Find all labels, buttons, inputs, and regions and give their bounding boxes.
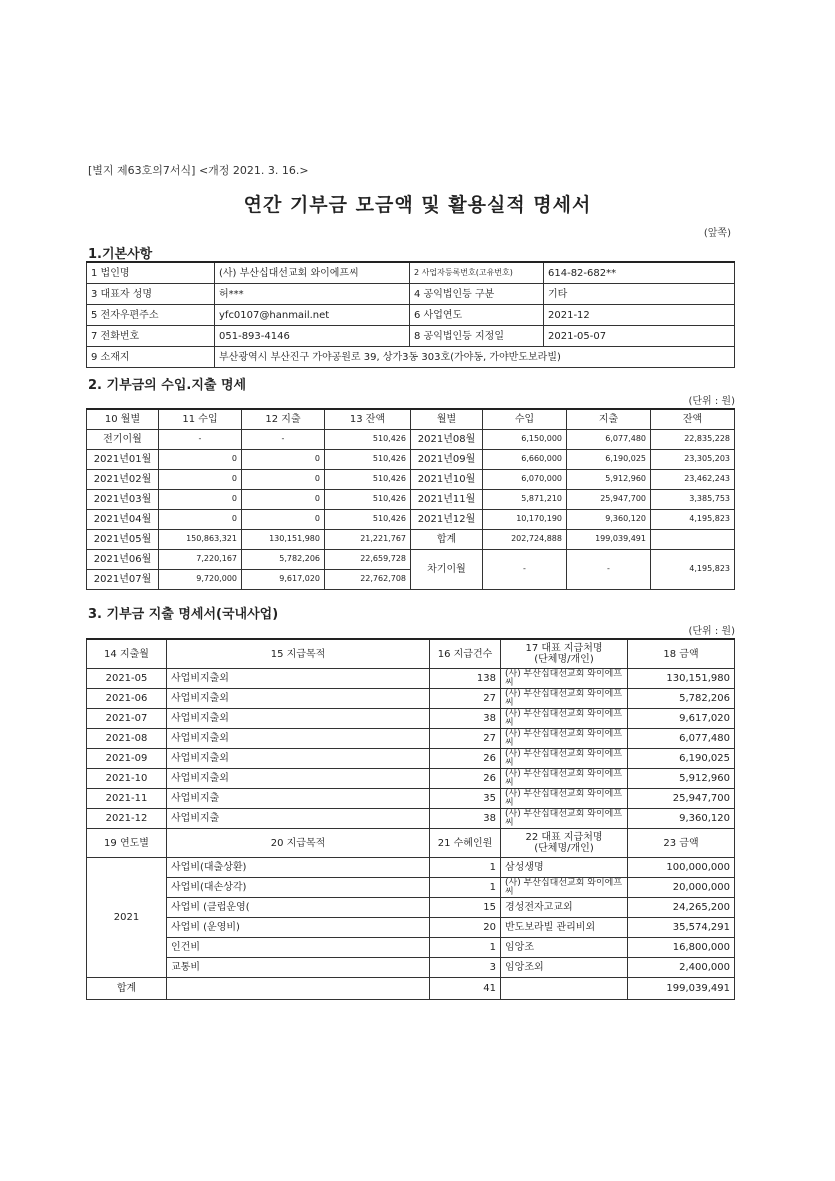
count-cell: 26 bbox=[430, 769, 501, 789]
column-header: 19 연도별 bbox=[87, 829, 167, 858]
amount-cell: 9,360,120 bbox=[628, 809, 735, 829]
income-cell: 150,863,321 bbox=[159, 530, 242, 550]
form-note: [별지 제63호의7서식] <개정 2021. 3. 16.> bbox=[88, 164, 309, 177]
column-header: 15 지급목적 bbox=[167, 639, 430, 669]
table-header-row bbox=[87, 829, 735, 858]
month-cell: 2021-06 bbox=[87, 689, 167, 709]
table-row bbox=[87, 918, 735, 938]
field-label: 2 사업자등록번호(고유번호) bbox=[410, 262, 544, 284]
table-row bbox=[87, 898, 735, 918]
expense-cell: 5,912,960 bbox=[567, 470, 651, 490]
table-row bbox=[87, 769, 735, 789]
recipient-cell: 반도보라빌 관리비외 bbox=[501, 918, 628, 938]
month-cell: 2021-07 bbox=[87, 709, 167, 729]
purpose-cell: 사업비 (운영비) bbox=[167, 918, 430, 938]
income-cell: 0 bbox=[159, 450, 242, 470]
year-cell: 2021 bbox=[87, 858, 167, 978]
count-cell: 138 bbox=[430, 669, 501, 689]
field-value: 2021-12 bbox=[544, 305, 735, 326]
purpose-cell: 사업비지출외 bbox=[167, 749, 430, 769]
table-header-row bbox=[87, 639, 735, 669]
amount-cell: 100,000,000 bbox=[628, 858, 735, 878]
month-cell: 2021년01월 bbox=[87, 450, 159, 470]
table-row bbox=[87, 450, 735, 470]
balance-cell: 510,426 bbox=[325, 470, 411, 490]
month-cell: 2021년03월 bbox=[87, 490, 159, 510]
field-value: yfc0107@hanmail.net bbox=[215, 305, 410, 326]
table-row bbox=[87, 669, 735, 689]
amount-cell: 130,151,980 bbox=[628, 669, 735, 689]
income-cell: 7,220,167 bbox=[159, 550, 242, 570]
column-header: 잔액 bbox=[651, 409, 735, 430]
total-income-cell: 202,724,888 bbox=[483, 530, 567, 550]
column-header-line1: 22 대표 지급처명 bbox=[525, 832, 603, 843]
field-label: 1 법인명 bbox=[87, 262, 215, 284]
income-cell: 6,070,000 bbox=[483, 470, 567, 490]
field-label: 8 공익법인등 지정일 bbox=[410, 326, 544, 347]
income-cell: - bbox=[159, 430, 242, 450]
section3-heading: 3. 기부금 지출 명세서(국내사업) bbox=[88, 607, 279, 622]
field-label: 6 사업연도 bbox=[410, 305, 544, 326]
recipient-cell: (사) 부산십대선교회 와이에프씨 bbox=[501, 809, 628, 829]
table-row bbox=[87, 878, 735, 898]
expense-cell: 0 bbox=[242, 470, 325, 490]
carryover-balance-cell: 4,195,823 bbox=[651, 550, 735, 590]
carryover-label-cell: 차기이월 bbox=[411, 550, 483, 590]
field-label: 7 전화번호 bbox=[87, 326, 215, 347]
carryover-income-cell: - bbox=[483, 550, 567, 590]
balance-cell: 22,659,728 bbox=[325, 550, 411, 570]
purpose-cell: 교통비 bbox=[167, 958, 430, 978]
recipient-cell: (사) 부산십대선교회 와이에프씨 bbox=[501, 729, 628, 749]
amount-cell: 35,574,291 bbox=[628, 918, 735, 938]
field-label: 4 공익법인등 구분 bbox=[410, 284, 544, 305]
beneficiary-count-cell: 15 bbox=[430, 898, 501, 918]
balance-cell: 23,305,203 bbox=[651, 450, 735, 470]
column-header: 12 지출 bbox=[242, 409, 325, 430]
purpose-cell: 사업비(대손상각) bbox=[167, 878, 430, 898]
purpose-cell: 사업비 (클럽운영( bbox=[167, 898, 430, 918]
beneficiary-count-cell: 3 bbox=[430, 958, 501, 978]
total-label-cell: 합계 bbox=[411, 530, 483, 550]
column-header bbox=[501, 639, 628, 669]
income-cell: 0 bbox=[159, 470, 242, 490]
income-cell: 6,660,000 bbox=[483, 450, 567, 470]
field-value: 2021-05-07 bbox=[544, 326, 735, 347]
purpose-cell: 사업비지출외 bbox=[167, 689, 430, 709]
income-cell: 10,170,190 bbox=[483, 510, 567, 530]
column-header: 21 수혜인원 bbox=[430, 829, 501, 858]
table-row bbox=[87, 809, 735, 829]
balance-cell: 3,385,753 bbox=[651, 490, 735, 510]
month-cell: 2021-08 bbox=[87, 729, 167, 749]
total-count-cell: 41 bbox=[430, 978, 501, 1000]
column-header-line1: 17 대표 지급처명 bbox=[525, 643, 603, 654]
balance-cell: 510,426 bbox=[325, 510, 411, 530]
table-row bbox=[87, 709, 735, 729]
column-header-line2: (단체명/개인) bbox=[534, 843, 594, 854]
table-row bbox=[87, 347, 735, 368]
purpose-cell: 사업비지출외 bbox=[167, 769, 430, 789]
amount-cell: 6,077,480 bbox=[628, 729, 735, 749]
section2-heading: 2. 기부금의 수입.지출 명세 bbox=[88, 378, 247, 393]
amount-cell: 16,800,000 bbox=[628, 938, 735, 958]
total-balance-cell bbox=[651, 530, 735, 550]
table-row bbox=[87, 530, 735, 550]
expense-cell: 0 bbox=[242, 450, 325, 470]
total-expense-cell: 199,039,491 bbox=[567, 530, 651, 550]
balance-cell: 22,835,228 bbox=[651, 430, 735, 450]
field-label: 9 소재지 bbox=[87, 347, 215, 368]
column-header-line2: (단체명/개인) bbox=[534, 654, 594, 665]
month-cell: 2021-09 bbox=[87, 749, 167, 769]
field-label: 5 전자우편주소 bbox=[87, 305, 215, 326]
table-row bbox=[87, 858, 735, 878]
month-cell: 2021-11 bbox=[87, 789, 167, 809]
table-row bbox=[87, 958, 735, 978]
page-title: 연간 기부금 모금액 및 활용실적 명세서 bbox=[243, 194, 592, 216]
expense-cell: 0 bbox=[242, 510, 325, 530]
month-cell: 2021년05월 bbox=[87, 530, 159, 550]
balance-cell: 510,426 bbox=[325, 490, 411, 510]
month-cell: 2021년11월 bbox=[411, 490, 483, 510]
beneficiary-count-cell: 1 bbox=[430, 878, 501, 898]
carryover-expense-cell: - bbox=[567, 550, 651, 590]
basic-info-table bbox=[86, 261, 735, 368]
recipient-cell: 경성전자고교외 bbox=[501, 898, 628, 918]
income-cell: 9,720,000 bbox=[159, 570, 242, 590]
table-row bbox=[87, 305, 735, 326]
recipient-cell: (사) 부산십대선교회 와이에프씨 bbox=[501, 709, 628, 729]
amount-cell: 6,190,025 bbox=[628, 749, 735, 769]
month-cell: 2021-05 bbox=[87, 669, 167, 689]
purpose-cell: 사업비(대출상환) bbox=[167, 858, 430, 878]
column-header: 20 지급목적 bbox=[167, 829, 430, 858]
recipient-cell: (사) 부산십대선교회 와이에프씨 bbox=[501, 749, 628, 769]
purpose-cell: 사업비지출외 bbox=[167, 729, 430, 749]
section3-unit: (단위 : 원) bbox=[688, 626, 735, 637]
side-label: (앞쪽) bbox=[703, 228, 731, 239]
field-value: 614-82-682** bbox=[544, 262, 735, 284]
recipient-cell: (사) 부산십대선교회 와이에프씨 bbox=[501, 878, 628, 898]
amount-cell: 5,782,206 bbox=[628, 689, 735, 709]
expense-cell: 6,077,480 bbox=[567, 430, 651, 450]
amount-cell: 20,000,000 bbox=[628, 878, 735, 898]
expense-cell: 9,360,120 bbox=[567, 510, 651, 530]
beneficiary-count-cell: 1 bbox=[430, 938, 501, 958]
table-row bbox=[87, 729, 735, 749]
month-cell: 2021년09월 bbox=[411, 450, 483, 470]
amount-cell: 25,947,700 bbox=[628, 789, 735, 809]
income-cell: 5,871,210 bbox=[483, 490, 567, 510]
address-value: 부산광역시 부산진구 가야공원로 39, 상가3동 303호(가야동, 가야반도보라빌) bbox=[215, 347, 735, 368]
beneficiary-count-cell: 20 bbox=[430, 918, 501, 938]
count-cell: 27 bbox=[430, 729, 501, 749]
table-row bbox=[87, 938, 735, 958]
column-header: 수입 bbox=[483, 409, 567, 430]
month-cell: 2021년04월 bbox=[87, 510, 159, 530]
count-cell: 38 bbox=[430, 709, 501, 729]
domestic-expense-table bbox=[86, 638, 735, 1000]
table-row bbox=[87, 326, 735, 347]
field-value: (사) 부산십대선교회 와이에프씨 bbox=[215, 262, 410, 284]
table-row bbox=[87, 284, 735, 305]
income-cell: 6,150,000 bbox=[483, 430, 567, 450]
count-cell: 35 bbox=[430, 789, 501, 809]
table-row bbox=[87, 262, 735, 284]
expense-cell: 9,617,020 bbox=[242, 570, 325, 590]
total-amount-cell: 199,039,491 bbox=[628, 978, 735, 1000]
income-cell: 0 bbox=[159, 490, 242, 510]
purpose-cell: 사업비지출외 bbox=[167, 709, 430, 729]
balance-cell: 510,426 bbox=[325, 450, 411, 470]
recipient-cell: 삼성생명 bbox=[501, 858, 628, 878]
field-value: 051-893-4146 bbox=[215, 326, 410, 347]
table-row bbox=[87, 490, 735, 510]
column-header: 10 월별 bbox=[87, 409, 159, 430]
column-header: 지출 bbox=[567, 409, 651, 430]
column-header: 11 수입 bbox=[159, 409, 242, 430]
total-label-cell: 합계 bbox=[87, 978, 167, 1000]
recipient-cell: (사) 부산십대선교회 와이에프씨 bbox=[501, 769, 628, 789]
column-header: 16 지급건수 bbox=[430, 639, 501, 669]
balance-cell: 23,462,243 bbox=[651, 470, 735, 490]
amount-cell: 5,912,960 bbox=[628, 769, 735, 789]
total-recipient-cell bbox=[501, 978, 628, 1000]
table-row bbox=[87, 749, 735, 769]
table-row bbox=[87, 470, 735, 490]
count-cell: 26 bbox=[430, 749, 501, 769]
balance-cell: 21,221,767 bbox=[325, 530, 411, 550]
count-cell: 38 bbox=[430, 809, 501, 829]
expense-cell: 25,947,700 bbox=[567, 490, 651, 510]
balance-cell: 4,195,823 bbox=[651, 510, 735, 530]
month-cell: 2021년08월 bbox=[411, 430, 483, 450]
month-cell: 2021-10 bbox=[87, 769, 167, 789]
field-value: 기타 bbox=[544, 284, 735, 305]
month-cell: 2021년06월 bbox=[87, 550, 159, 570]
table-header-row bbox=[87, 409, 735, 430]
recipient-cell: 임앙조외 bbox=[501, 958, 628, 978]
total-purpose-cell bbox=[167, 978, 430, 1000]
section1-heading: 1.기본사항 bbox=[88, 247, 153, 262]
month-cell: 2021년02월 bbox=[87, 470, 159, 490]
beneficiary-count-cell: 1 bbox=[430, 858, 501, 878]
column-header: 월별 bbox=[411, 409, 483, 430]
table-row bbox=[87, 430, 735, 450]
column-header: 14 지출월 bbox=[87, 639, 167, 669]
total-row bbox=[87, 978, 735, 1000]
column-header: 18 금액 bbox=[628, 639, 735, 669]
income-cell: 0 bbox=[159, 510, 242, 530]
expense-cell: - bbox=[242, 430, 325, 450]
column-header: 13 잔액 bbox=[325, 409, 411, 430]
count-cell: 27 bbox=[430, 689, 501, 709]
table-row bbox=[87, 510, 735, 530]
month-cell: 2021년12월 bbox=[411, 510, 483, 530]
table-row bbox=[87, 689, 735, 709]
purpose-cell: 인건비 bbox=[167, 938, 430, 958]
expense-cell: 130,151,980 bbox=[242, 530, 325, 550]
table-row bbox=[87, 550, 735, 570]
column-header: 23 금액 bbox=[628, 829, 735, 858]
field-label: 3 대표자 성명 bbox=[87, 284, 215, 305]
recipient-cell: (사) 부산십대선교회 와이에프씨 bbox=[501, 689, 628, 709]
recipient-cell: (사) 부산십대선교회 와이에프씨 bbox=[501, 669, 628, 689]
expense-cell: 6,190,025 bbox=[567, 450, 651, 470]
amount-cell: 24,265,200 bbox=[628, 898, 735, 918]
expense-cell: 0 bbox=[242, 490, 325, 510]
month-cell: 전기이월 bbox=[87, 430, 159, 450]
expense-cell: 5,782,206 bbox=[242, 550, 325, 570]
month-cell: 2021-12 bbox=[87, 809, 167, 829]
amount-cell: 9,617,020 bbox=[628, 709, 735, 729]
income-expense-table bbox=[86, 408, 735, 590]
amount-cell: 2,400,000 bbox=[628, 958, 735, 978]
section2-unit: (단위 : 원) bbox=[688, 396, 735, 407]
balance-cell: 22,762,708 bbox=[325, 570, 411, 590]
month-cell: 2021년07월 bbox=[87, 570, 159, 590]
purpose-cell: 사업비지출 bbox=[167, 809, 430, 829]
field-value: 허*** bbox=[215, 284, 410, 305]
purpose-cell: 사업비지출외 bbox=[167, 669, 430, 689]
recipient-cell: (사) 부산십대선교회 와이에프씨 bbox=[501, 789, 628, 809]
column-header bbox=[501, 829, 628, 858]
table-row bbox=[87, 789, 735, 809]
recipient-cell: 임앙조 bbox=[501, 938, 628, 958]
month-cell: 2021년10월 bbox=[411, 470, 483, 490]
purpose-cell: 사업비지출 bbox=[167, 789, 430, 809]
balance-cell: 510,426 bbox=[325, 430, 411, 450]
